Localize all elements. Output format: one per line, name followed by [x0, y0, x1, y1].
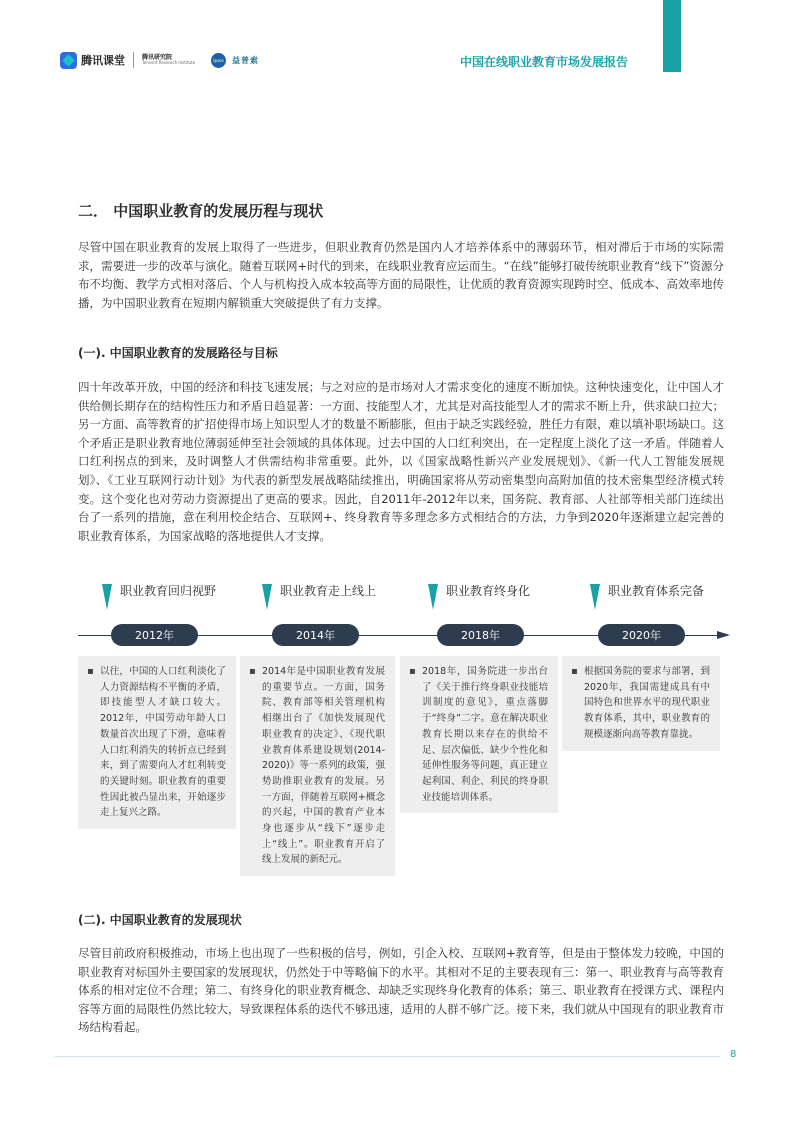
ketang-logo-text: 腾讯课堂 — [81, 54, 125, 67]
yiguan-logo: 益普索 — [232, 55, 260, 65]
timeline-card — [400, 656, 558, 813]
timeline-year-badge: 2012年 — [111, 624, 198, 646]
section-title: 二． 中国职业教育的发展历程与现状 — [78, 202, 324, 220]
research-logo-cn: 腾讯研究院 — [142, 53, 173, 61]
timeline-card — [562, 656, 720, 751]
partner-logos — [60, 50, 259, 70]
timeline-arrow-icon — [717, 631, 730, 639]
tencent-ketang-logo — [60, 52, 125, 69]
timeline-marker-icon — [262, 584, 272, 610]
timeline-card — [78, 656, 236, 829]
timeline-label: 职业教育走上线上 — [280, 584, 377, 598]
timeline-card-text: ▪ 2018年，国务院进一步出台了《关于推行终身职业技能培训制度的意见》，重点落脚于“终身”二字。意在解决职业教育长期以来存在的供给不足、层次偏低、缺少个性化和延伸性服务等问题，真正建立起利国、利企、利民的终身职业技能培训体系。 — [408, 664, 548, 805]
research-logo-en: Tencent Research Institute — [142, 60, 196, 66]
timeline-year-badge: 2020年 — [598, 624, 685, 646]
subsection-title-path: (一). 中国职业教育的发展路径与目标 — [78, 346, 278, 360]
footer-rule — [55, 1056, 720, 1057]
timeline-marker-icon — [102, 584, 112, 610]
timeline-marker-icon — [428, 584, 438, 610]
timeline-card-text: ▪ 2014年是中国职业教育发展的重要节点。一方面，国务院、教育部等相关管理机构相继出台了《加快发展现代职业教育的决定》、《现代职业教育体系建设规划(2014-2020)》等一系列的政策，强势助推职业教育的发展。另一方面，伴随着互联网+概念的兴起，中国的教育产业本身也逐步从“线下”逐步走上“线上”。职业教育开启了线上发展的新纪元。 — [248, 664, 385, 868]
tencent-research-logo — [142, 55, 195, 65]
timeline-label: 职业教育终身化 — [446, 584, 531, 598]
timeline-marker-icon — [590, 584, 600, 610]
timeline-year-badge: 2018年 — [437, 624, 524, 646]
header-accent-bar — [663, 0, 681, 72]
timeline-card-text: ▪ 根据国务院的要求与部署，到2020年，我国需建成具有中国特色和世界水平的现代职业教育体系，其中，职业教育的规模逐渐向高等教育靠拢。 — [570, 664, 710, 743]
timeline-year-badge: 2014年 — [272, 624, 359, 646]
subsection-title-status: (二). 中国职业教育的发展现状 — [78, 913, 242, 927]
subsection-status-paragraph: 尽管目前政府积极推动，市场上也出现了一些积极的信号，例如，引企入校、互联网+教育等，但是由于整体发力较晚，中国的职业教育对标国外主要国家的发展现状，仍然处于中等略偏下的水平。其相对不足的主要表现有三：第一、职业教育与高等教育体系的相对定位不合理；第二、有终身化的职业教育概念、却缺乏实现终身化教育的体系；第三、职业教育在授课方式、课程内容等方面的局限性仍然比较大，导致课程体系的迭代不够迅速，适用的人群不够广泛。接下来，我们就从中国现有的职业教育市场结构看起。 — [78, 946, 724, 1035]
section-intro-paragraph: 尽管中国在职业教育的发展上取得了一些进步，但职业教育仍然是国内人才培养体系中的薄弱环节，相对滞后于市场的实际需求，需要进一步的改革与演化。随着互联网+时代的到来，在线职业教育应运而生。“在线”能够打破传统职业教育“线下”资源分布不均衡、教学方式相对落后、个人与机构投入成本较高等方面的局限性，让优质的教育资源实现跨时空、低成本、高效率地传播，为中国职业教育在短期内解锁重大突破提供了有力支撑。 — [78, 240, 724, 310]
ketang-logo-icon — [60, 52, 77, 69]
ipsos-logo: Ipsos — [211, 53, 226, 68]
subsection-path-paragraph: 四十年改革开放，中国的经济和科技飞速发展；与之对应的是市场对人才需求变化的速度不断加快。这种快速变化，让中国人才供给侧长期存在的结构性压力和矛盾日趋显著：一方面、技能型人才，尤其是对高技能型人才的需求不断上升，供求缺口拉大；另一方面、高等教育的扩招使得市场上知识型人才的数量不断膨胀，但由于缺乏实践经验，胜任力有限，难以填补职场缺口。这个矛盾正是职业教育地位薄弱延伸至社会领域的具体体现。过去中国的人口红利突出，在一定程度上淡化了这一矛盾。伴随着人口红利拐点的到来，及时调整人才供需结构非常重要。此外，以《国家战略性新兴产业发展规划》、《新一代人工智能发展规划》、《工业互联网行动计划》为代表的新型发展战略陆续推出，明确国家将从劳动密集型向高附加值的技术密集型经济模式转变。这个变化也对劳动力资源提出了更高的要求。因此，自2011年-2012年以来，国务院、教育部、人社部等相关部门连续出台了一系列的措施，意在利用校企结合、互联网+、终身教育等多理念多方式相结合的方法，力争到2020年逐渐建立起完善的职业教育体系，为国家战略的落地提供人才支撑。 — [78, 380, 724, 543]
logo-divider — [133, 52, 134, 68]
timeline-card-text: ▪ 以往，中国的人口红利淡化了人力资源结构不平衡的矛盾，即技能型人才缺口较大。2012年，中国劳动年龄人口数量首次出现了下滑，意味着人口红利消失的转折点已经到来，到了需要向人才红利转变的关键时刻。职业教育的重要性因此被凸显出来，开始逐步走上复兴之路。 — [86, 664, 226, 821]
page-number: 8 — [730, 1049, 737, 1060]
report-title: 中国在线职业教育市场发展报告 — [460, 55, 629, 69]
timeline-card — [240, 656, 395, 876]
timeline-label: 职业教育体系完备 — [608, 584, 705, 598]
timeline-label: 职业教育回归视野 — [120, 584, 217, 598]
